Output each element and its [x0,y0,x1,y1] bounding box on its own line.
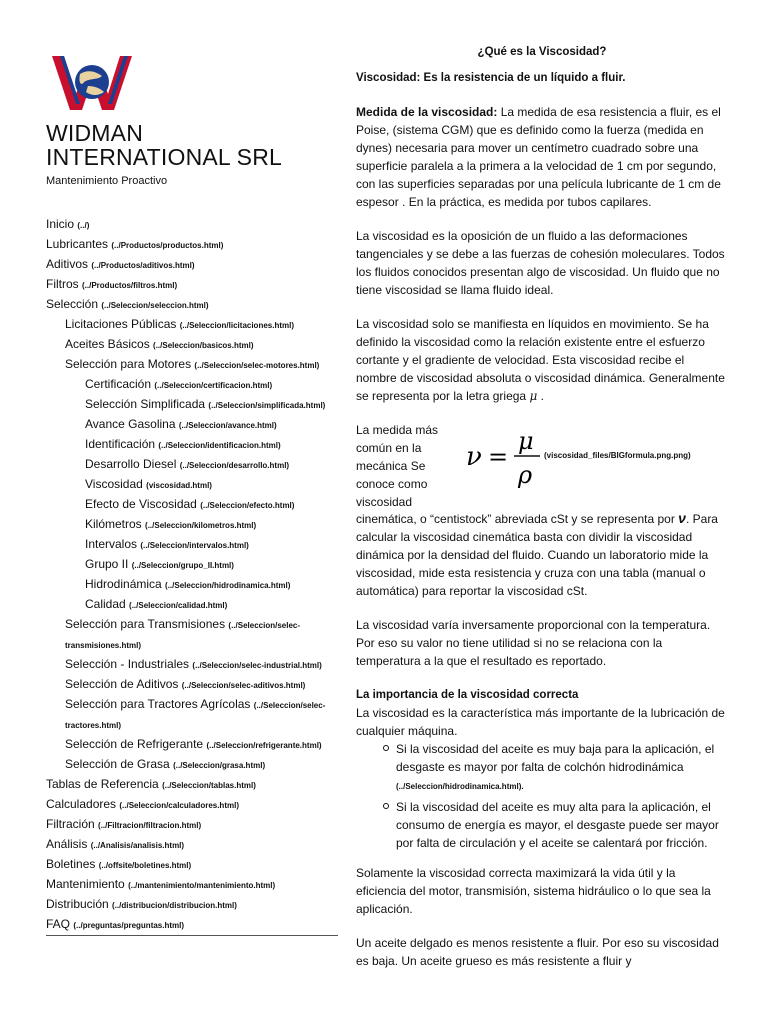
nav-item[interactable] [46,315,338,335]
nav-item-label[interactable]: Selección para Transmisiones [65,617,226,631]
list-item [396,798,728,852]
correct-paragraph: Solamente la viscosidad correcta maximizará la vida útil y la eficiencia del motor, transmisión, sistema hidráulico o lo que sea la aplicación. [356,866,711,916]
kinematic-text: cinemática, o “centistock” abreviada cSt y se representa por [356,512,675,526]
nav-item-href[interactable]: (../Seleccion/tablas.html) [162,781,256,790]
importance-list [356,740,728,852]
nav-item-href[interactable]: (../Productos/filtros.html) [82,281,178,290]
nav-item[interactable] [46,775,338,795]
nav-item-label[interactable]: Aceites Básicos [65,337,150,351]
nav-item-href[interactable]: (../Seleccion/selec-industrial.html) [192,661,322,670]
sidebar-divider [46,935,338,936]
nav-item[interactable] [46,475,338,495]
nav-item[interactable] [46,255,338,275]
definition: Viscosidad: Es la resistencia de un líquido a fluir. [356,72,626,84]
company-name-line2: INTERNATIONAL SRL [46,144,282,170]
nav-item-label[interactable]: Efecto de Viscosidad [85,497,197,511]
nav-item-label[interactable]: Mantenimiento [46,877,125,891]
kinematic-rest: . Para calcular la viscosidad cinemática basta con dividir la viscosidad dinámica por la densidad del fluido. Cuando un laboratorio mide la viscosidad, mide esta resistencia y cruza con una tabla (manual o automática) para reportar la viscosidad cSt. [356,512,718,598]
nav-item-label[interactable]: Distribución [46,897,109,911]
hidrodinamica-link[interactable]: (../Seleccion/hidrodinamica.html). [396,782,524,791]
nav-item-label[interactable]: Filtros [46,277,79,291]
nav-item-href[interactable]: (../distribucion/distribucion.html) [112,901,237,910]
nav-item[interactable] [46,875,338,895]
nav-item-href[interactable]: (../Productos/aditivos.html) [91,261,195,270]
nav-item-href[interactable]: (../preguntas/preguntas.html) [73,921,185,930]
nav-item[interactable] [46,735,338,755]
nav-item-href[interactable]: (../Seleccion/calidad.html) [129,601,228,610]
nav-item-label[interactable]: Selección de Aditivos [65,677,179,691]
nav-item[interactable] [46,755,338,775]
article [356,43,728,986]
thin-oil-paragraph: Un aceite delgado es menos resistente a fluir. Por eso su viscosidad es baja. Un aceite grueso es más resistente a fluir y [356,936,719,968]
movement-paragraph [356,315,728,405]
main-navigation [46,215,338,935]
measure-label: Medida de la viscosidad: [356,105,498,119]
nav-item-href[interactable]: (../Seleccion/simplificada.html) [208,401,326,410]
nav-item-label[interactable]: Intervalos [85,537,138,551]
nav-item[interactable] [46,235,338,255]
page-title: ¿Qué es la Viscosidad? [477,46,607,58]
nav-item-label[interactable]: Aditivos [46,257,89,271]
tagline: Mantenimiento Proactivo [46,175,168,187]
nav-item[interactable] [46,455,338,475]
nav-item-href[interactable]: (../Seleccion/certificacion.html) [154,381,273,390]
nav-item-href[interactable]: (../Seleccion/licitaciones.html) [179,321,295,330]
importance-text: La viscosidad es la característica más importante de la lubricación de cualquier máquina. [356,706,725,738]
nav-item-label[interactable]: Calculadores [46,797,117,811]
bullet2-text: Si la viscosidad del aceite es muy alta para la aplicación, el consumo de energía es mayor, el desgaste puede ser mayor por falta de circulación y el aceite se calentará por fricción. [396,800,719,850]
nav-item[interactable] [46,795,338,815]
movement-text: La viscosidad solo se manifiesta en líquidos en movimiento. Se ha definido la viscosidad como la relación existente entre el esfuerzo cortante y el gradiente de velocidad. Esta viscosidad recibe el nombre de viscosidad absoluta o viscosidad dinámica. Generalmente se representa por la letra griega [356,317,725,403]
nav-item-label[interactable]: Filtración [46,817,95,831]
movement-end: . [537,389,544,403]
bullet1-text: Si la viscosidad del aceite es muy baja para la aplicación, el desgaste es mayor por falta de colchón hidrodinámica [396,742,715,774]
nav-item-href[interactable]: (../mantenimiento/mantenimiento.html) [128,881,276,890]
kinematic-viscosity-formula [464,423,544,489]
mu-symbol: μ [529,389,538,403]
nav-item-href[interactable]: (../Seleccion/avance.html) [178,421,277,430]
nav-item-label[interactable]: Selección de Grasa [65,757,170,771]
nav-item[interactable] [46,655,338,675]
nav-item[interactable] [46,275,338,295]
nav-item-href[interactable]: (../Seleccion/selec-transmisiones.html) [65,621,301,650]
nav-item-label[interactable]: Calidad [85,597,126,611]
nav-item-label[interactable]: Análisis [46,837,88,851]
nav-item-href[interactable]: (../Seleccion/desarrollo.html) [179,461,290,470]
nav-item[interactable] [46,335,338,355]
nav-item-label[interactable]: Selección para Motores [65,357,192,371]
nav-item[interactable] [46,355,338,375]
nav-item-href[interactable]: (../Seleccion/refrigerante.html) [206,741,322,750]
opposition-paragraph: La viscosidad es la oposición de un fluido a las deformaciones tangenciales y se debe a las fuerzas de cohesión moleculares. Todos los fluidos conocidos presentan algo de viscosidad. Un fluido que no tiene viscosidad se llama fluido ideal. [356,229,725,297]
nav-item-label[interactable]: Grupo II [85,557,129,571]
nav-item-href[interactable]: (../Seleccion/grasa.html) [173,761,266,770]
nav-item-href[interactable]: (../Seleccion/seleccion.html) [101,301,209,310]
formula-rho: ρ [518,461,533,489]
nav-item-href[interactable]: (../Seleccion/grupo_II.html) [131,561,234,570]
nav-item-label[interactable]: Inicio [46,217,75,231]
nav-item-label[interactable]: Hidrodinámica [85,577,162,591]
nav-item[interactable] [46,435,338,455]
nav-item-href[interactable]: (../Seleccion/hidrodinamica.html) [165,581,291,590]
measure-paragraph [356,103,728,211]
widman-logo-icon[interactable] [50,52,134,116]
nav-item-href[interactable]: (viscosidad.html) [146,481,212,490]
nav-item-label[interactable]: Selección para Tractores Agrícolas [65,697,251,711]
nav-item[interactable] [46,575,338,595]
nav-item[interactable] [46,855,338,875]
inverse-paragraph: La viscosidad varía inversamente proporcional con la temperatura. Por eso su valor no tiene utilidad si no se relaciona con la temperatura a la que el resultado es reportado. [356,618,711,668]
nav-item-href[interactable]: (../Filtracion/filtracion.html) [98,821,202,830]
nav-item-href[interactable]: (../Seleccion/intervalos.html) [140,541,249,550]
importance-heading: La importancia de la viscosidad correcta [356,689,579,701]
nav-item-label[interactable]: Tablas de Referencia [46,777,159,791]
nav-item-label[interactable]: Kilómetros [85,517,142,531]
nav-item-label[interactable]: Licitaciones Públicas [65,317,177,331]
company-name [46,121,338,169]
formula-block [356,421,728,509]
nav-item-href[interactable]: (../Seleccion/selec-aditivos.html) [181,681,306,690]
nav-item-href[interactable]: (../) [77,221,90,230]
nav-item-label[interactable]: Selección de Refrigerante [65,737,204,751]
nav-item[interactable] [46,495,338,515]
nav-item-href[interactable]: (../Analisis/analisis.html) [90,841,185,850]
nav-item-label[interactable]: Boletines [46,857,96,871]
nav-item[interactable] [46,835,338,855]
nav-item-label[interactable]: Certificación [85,377,152,391]
list-item [396,740,728,796]
nav-item-label[interactable]: Selección Simplificada [85,397,206,411]
nav-item-label[interactable]: Lubricantes [46,237,109,251]
nav-item-href[interactable]: (../Seleccion/calculadores.html) [119,801,239,810]
formula-equals: = [488,443,509,471]
nav-item-label[interactable]: Selección [46,297,99,311]
nav-item-href[interactable]: (../Seleccion/basicos.html) [153,341,254,350]
nav-item[interactable] [46,595,338,615]
nav-item[interactable] [46,675,338,695]
nav-item-href[interactable]: (../offsite/boletines.html) [98,861,192,870]
nav-item-label[interactable]: Desarrollo Diesel [85,457,177,471]
kinematic-paragraph [356,509,728,600]
nav-item-href[interactable]: (../Productos/productos.html) [111,241,224,250]
nav-item[interactable] [46,215,338,235]
nav-item-href[interactable]: (../Seleccion/selec-tractores.html) [65,701,326,730]
formula-image-link[interactable]: (viscosidad_files/BIGformula.png.png) [544,451,691,460]
nu-bold-symbol: ν [678,510,686,526]
nav-item[interactable] [46,535,338,555]
nav-item-label[interactable]: Viscosidad [85,477,143,491]
nav-item[interactable] [46,375,338,395]
nav-item-href[interactable]: (../Seleccion/efecto.html) [200,501,295,510]
nav-item-label[interactable]: FAQ [46,917,71,931]
nav-item[interactable] [46,295,338,315]
nav-item[interactable] [46,615,338,655]
nav-item-label[interactable]: Identificación [85,437,156,451]
formula-mu: μ [518,427,534,455]
nav-item[interactable] [46,815,338,835]
nav-item[interactable] [46,515,338,535]
nav-item[interactable] [46,555,338,575]
nav-item-href[interactable]: (../Seleccion/kilometros.html) [145,521,257,530]
sidebar [46,52,338,935]
nav-item-href[interactable]: (../Seleccion/identificacion.html) [158,441,281,450]
nav-item[interactable] [46,915,338,935]
nav-item-label[interactable]: Selección - Industriales [65,657,190,671]
measure-text: La medida de esa resistencia a fluir, es el Poise, (sistema CGM) que es definido como la fuerza (medida en dynes) necesaria para mover un centímetro cuadrado sobre una superficie paralela a la primera a la velocidad de 1 cm por segundo, con las superficies separadas por una película lubricante de 1 cm de espesor . En la práctica, es medida por tubos capilares. [356,105,721,209]
nav-item[interactable] [46,695,338,735]
nav-item[interactable] [46,395,338,415]
company-name-line1: WIDMAN [46,120,144,146]
nav-item-label[interactable]: Avance Gasolina [85,417,176,431]
formula-nu: ν [466,442,482,472]
formula-intro: La medida más común en la mecánica Se conoce como viscosidad [356,423,439,509]
nav-item-href[interactable]: (../Seleccion/selec-motores.html) [194,361,320,370]
nav-item[interactable] [46,415,338,435]
nav-item[interactable] [46,895,338,915]
